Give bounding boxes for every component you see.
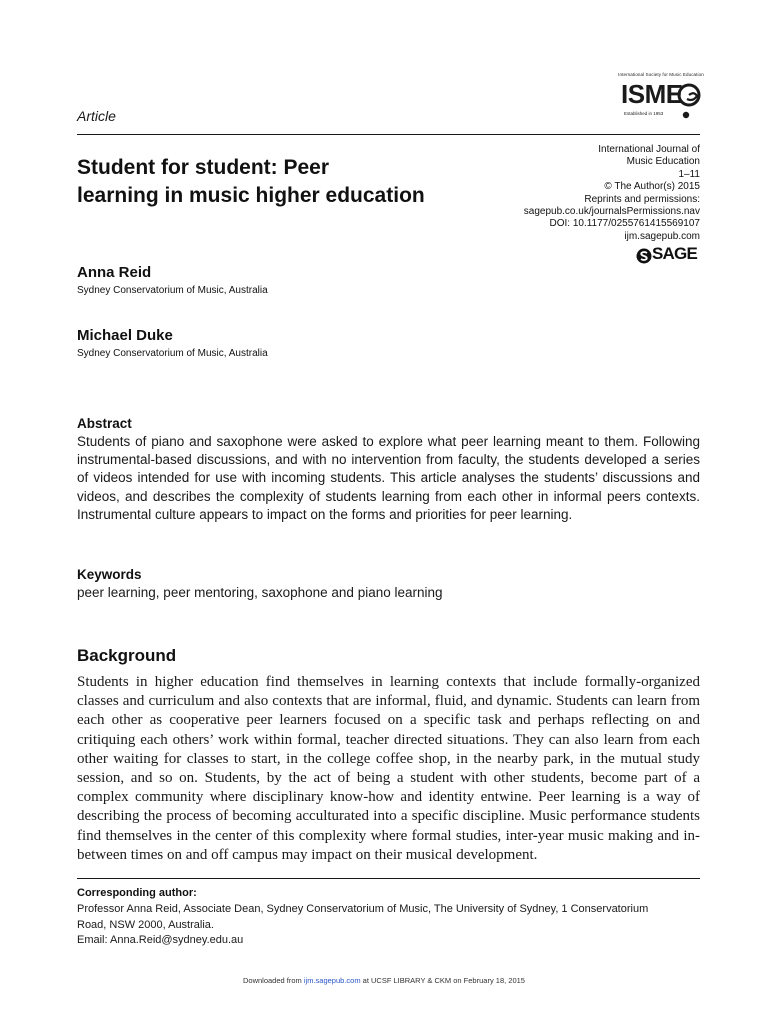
footer-suffix: at UCSF LIBRARY & CKM on February 18, 2015 bbox=[362, 976, 525, 985]
journal-name-line-1: International Journal of bbox=[598, 144, 700, 155]
author-affiliation-1: Sydney Conservatorium of Music, Australia bbox=[77, 285, 268, 296]
reprints-label: Reprints and permissions: bbox=[584, 193, 700, 205]
abstract-heading: Abstract bbox=[77, 416, 132, 431]
paper-title-line-1: Student for student: Peer bbox=[77, 156, 330, 179]
sage-logo-icon bbox=[636, 247, 652, 265]
journal-url[interactable]: ijm.sagepub.com bbox=[624, 230, 700, 242]
doi[interactable]: DOI: 10.1177/0255761415569107 bbox=[549, 218, 700, 230]
journal-name-line-2: Music Education bbox=[626, 156, 700, 168]
page-range: 1–11 bbox=[678, 168, 700, 180]
paper-title-line-2: learning in music higher education bbox=[77, 184, 425, 207]
logo-tagline: International Society for Music Education bbox=[618, 72, 704, 77]
keywords-text: peer learning, peer mentoring, saxophone and piano learning bbox=[77, 585, 443, 600]
footer-link[interactable]: ijm.sagepub.com bbox=[303, 976, 361, 985]
permissions-url[interactable]: sagepub.co.uk/journalsPermissions.nav bbox=[523, 206, 700, 218]
abstract-text: Students of piano and saxophone were asked to explore what peer learning meant to them. Following instrumental-based discussions, and with no intervention from faculty, the students developed a series of videos intended for use with incoming students. This article analyses the students’ discussions and videos, and describes the complexity of students learning from each other in informal peers contexts. Instrumental culture appears to impact on the forms and priorities for peer learning. bbox=[77, 434, 700, 522]
footnote-divider bbox=[77, 878, 700, 879]
journal-metadata bbox=[440, 144, 700, 243]
corresponding-address-line-1: Professor Anna Reid, Associate Dean, Sydney Conservatorium of Music, The University of Sydney, 1 Conservatorium bbox=[77, 903, 649, 915]
corresponding-author-details bbox=[77, 902, 700, 949]
author-affiliation-2: Sydney Conservatorium of Music, Australia bbox=[77, 348, 268, 359]
header-divider bbox=[77, 134, 700, 135]
author-name-1: Anna Reid bbox=[77, 264, 152, 281]
download-footer bbox=[0, 976, 768, 985]
footer-prefix: Downloaded from bbox=[243, 976, 302, 985]
corresponding-email[interactable]: Email: Anna.Reid@sydney.edu.au bbox=[77, 934, 244, 946]
article-type-label: Article bbox=[77, 108, 116, 124]
background-heading: Background bbox=[77, 646, 177, 665]
keywords-heading: Keywords bbox=[77, 567, 142, 582]
logo-established: Established in 1953 bbox=[624, 111, 664, 116]
corresponding-author-label: Corresponding author: bbox=[77, 887, 197, 899]
corresponding-address-line-2: Road, NSW 2000, Australia. bbox=[77, 918, 214, 931]
background-paragraph: Students in higher education find themselves in learning contexts that include formally-organized classes and curriculum and also contexts that are informal, fluid, and dynamic. Students can learn from each other as cooperative peer learners focused on a specific task and perhaps reflecting on and critiquing each others’ work within formal, teacher directed situations. They can also learn from each other waiting for classes to start, in the college coffee shop, in the nearby park, in the mutual study session, and so on. Students, by the act of being a student with other students, become part of a complex community where disciplinary know-how and identity entwine. Peer learning is a way of describing the process of becoming acculturated into a specific discipline. Music performance students find themselves in the center of this complexity where formal studies, inter-year music making and in-between times on and off campus may impact on their musical development. bbox=[77, 674, 700, 863]
publisher-wordmark: SAGE bbox=[652, 244, 697, 263]
isme-logo-wordmark: ISME bbox=[621, 79, 683, 109]
author-name-2: Michael Duke bbox=[77, 327, 173, 344]
copyright: © The Author(s) 2015 bbox=[604, 181, 700, 193]
treble-clef-icon bbox=[677, 82, 703, 120]
